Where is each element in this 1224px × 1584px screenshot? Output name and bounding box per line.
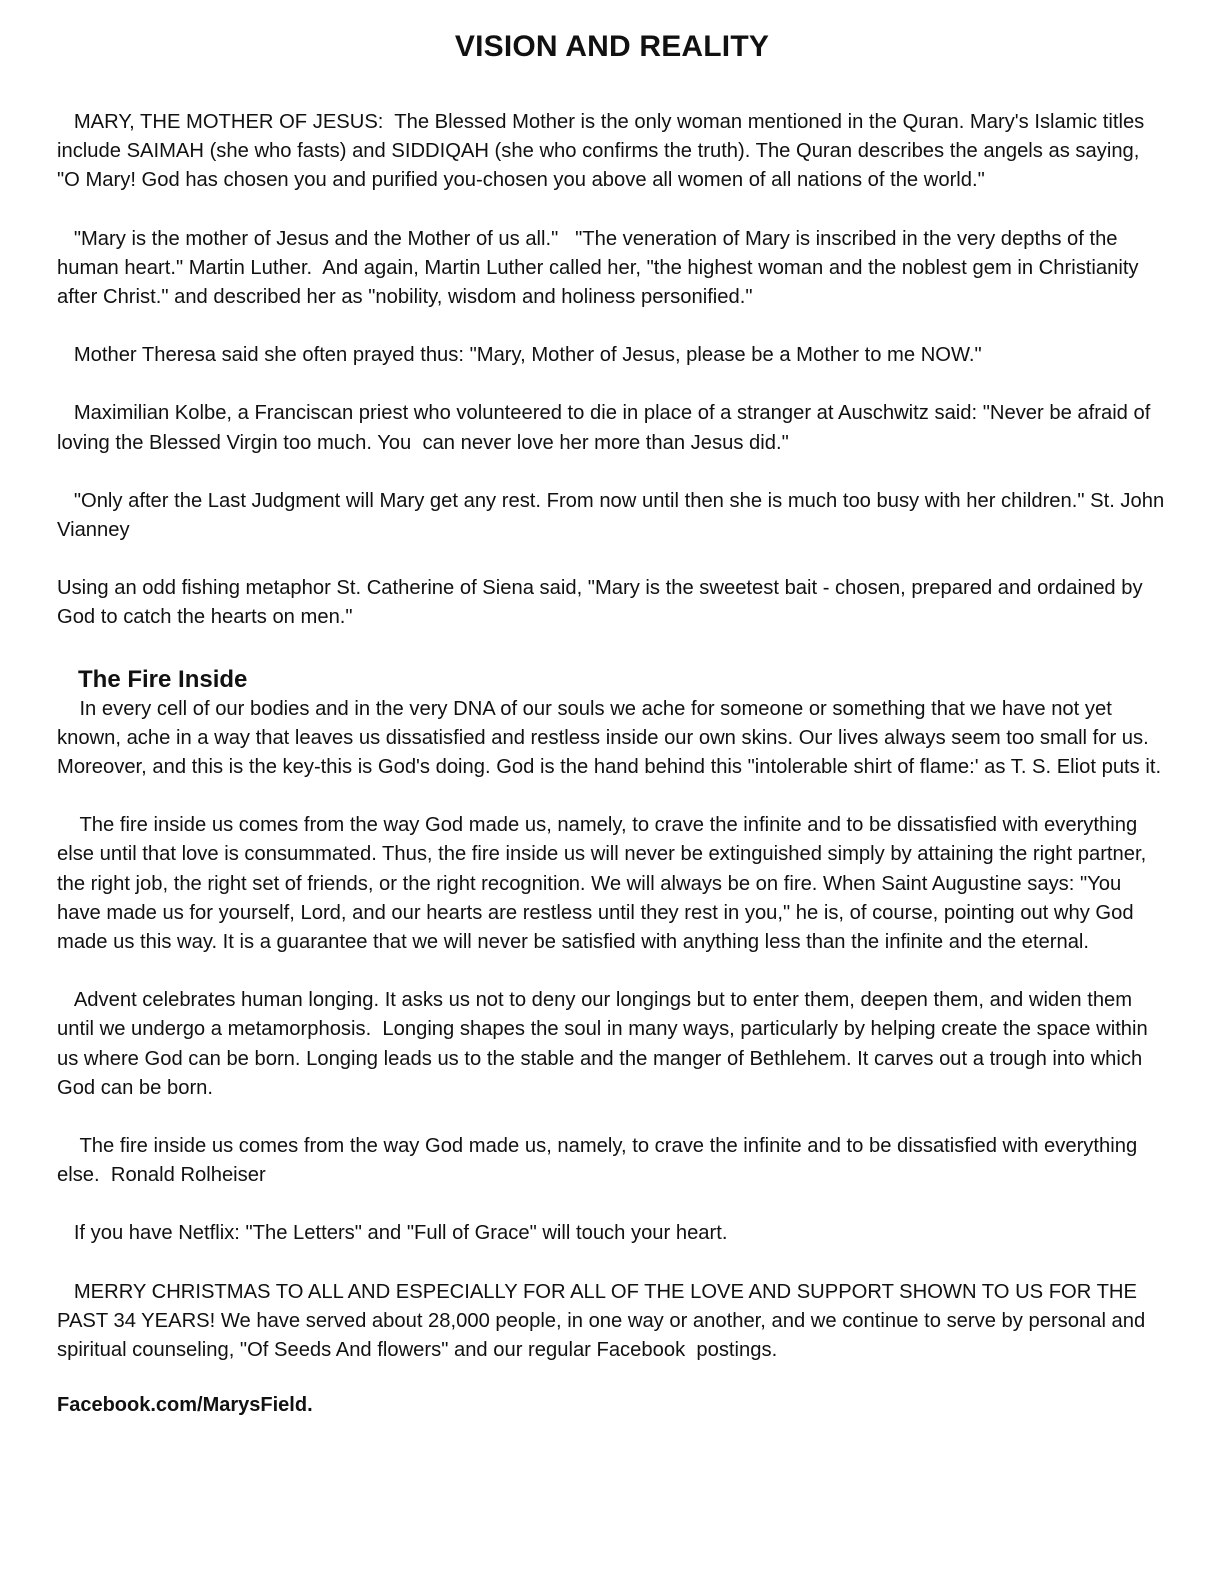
paragraph-advent: Advent celebrates human longing. It asks us not to deny our longings but to enter them, deepen them, and widen them until we undergo a metamorphosis. Longing shapes the soul in many ways, particularly by helping create the space within us where God can be born. Longing leads us to the stable and the manger of Bethlehem. It carves out a trough into which God can be born. [57, 989, 1154, 1099]
paragraph-mother-theresa: Mother Theresa said she often prayed thus: "Mary, Mother of Jesus, please be a Mother to me NOW." [57, 344, 982, 367]
paragraph-martin-luther: "Mary is the mother of Jesus and the Mother of us all." "The veneration of Mary is inscribed in the very depths of the human heart." Martin Luther. And again, Martin Luther called her, "the highest woman and the noblest gem in Christianity after Christ." and described her as "nobility, wisdom and holiness personified." [57, 227, 1145, 309]
paragraph-mary-quran: MARY, THE MOTHER OF JESUS: The Blessed Mother is the only woman mentioned in the Quran. Mary's Islamic titles include SAIMAH (she who fasts) and SIDDIQAH (she who confirms the truth). The Quran describes the angels as saying, "O Mary! God has chosen you and purified you-chosen you above all women of all nations of the world." [57, 111, 1150, 192]
facebook-link[interactable]: Facebook.com/MarysField. [57, 1394, 313, 1417]
paragraph-every-cell: In every cell of our bodies and in the very DNA of our souls we ache for someone or something that we have not yet known, ache in a way that leaves us dissatisfied and restless inside our own skins. Our lives always seem too small for us. Moreover, and this is the key-this is God's doing. God is the hand behind this "intolerable shirt of flame:' as T. S. Eliot puts it. [57, 697, 1162, 779]
fire-inside-section [57, 664, 1167, 1366]
paragraph-catherine-siena: Using an odd fishing metaphor St. Catherine of Siena said, "Mary is the sweetest bait - chosen, prepared and ordained by God to catch the hearts on men." [57, 577, 1149, 629]
paragraph-merry-christmas: MERRY CHRISTMAS TO ALL AND ESPECIALLY FOR ALL OF THE LOVE AND SUPPORT SHOWN TO US FOR THE PAST 34 YEARS! We have served about 28,000 people, in one way or another, and we continue to serve by personal and spiritual counseling, "Of Seeds And flowers" and our regular Facebook postings. [57, 1280, 1151, 1362]
paragraph-fire-inside: The fire inside us comes from the way God made us, namely, to crave the infinite and to be dissatisfied with everything else until that love is consummated. Thus, the fire inside us will never be extinguished simply by attaining the right partner, the right job, the right set of friends, or the right recognition. We will always be on fire. When Saint Augustine says: "You have made us for yourself, Lord, and our hearts are restless until they rest in you," he is, of course, pointing out why God made us this way. It is a guarantee that we will never be satisfied with anything less than the infinite and the eternal. [57, 814, 1152, 954]
intro-section [57, 108, 1170, 633]
paragraph-rolheiser-quote: The fire inside us comes from the way God made us, namely, to crave the infinite and to be dissatisfied with everything else. Ronald Rolheiser [57, 1135, 1143, 1187]
section-heading: The Fire Inside [78, 665, 248, 693]
paragraph-netflix: If you have Netflix: "The Letters" and "Full of Grace" will touch your heart. [57, 1222, 728, 1245]
paragraph-john-vianney: "Only after the Last Judgment will Mary get any rest. From now until then she is much too busy with her children." St. John Vianney [57, 489, 1170, 542]
paragraph-maximilian-kolbe: Maximilian Kolbe, a Franciscan priest who volunteered to die in place of a stranger at Auschwitz said: "Never be afraid of loving the Blessed Virgin too much. You can never love her more than Jesus did." [57, 402, 1156, 454]
document-page [57, 30, 1170, 1417]
page-title: VISION AND REALITY [454, 30, 770, 63]
